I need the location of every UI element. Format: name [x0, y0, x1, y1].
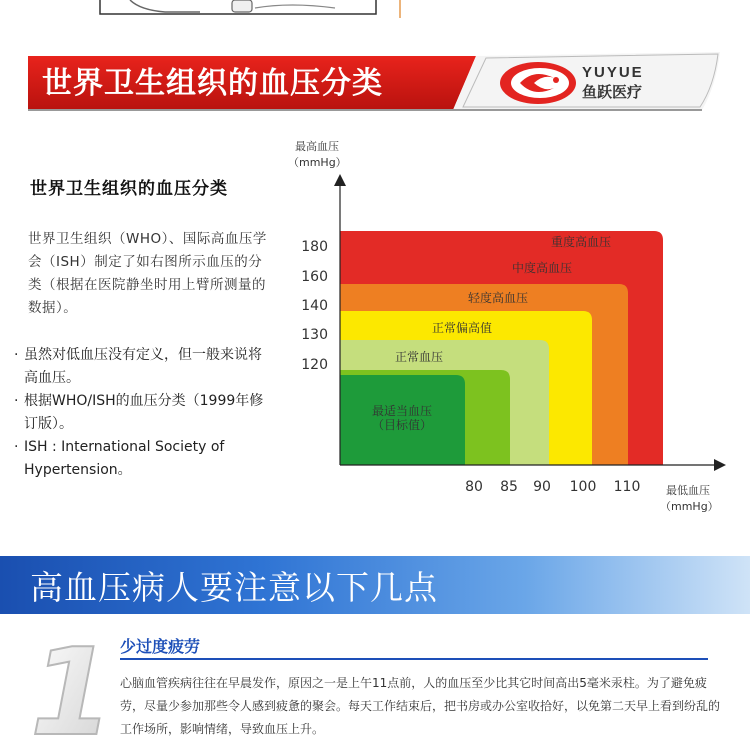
zone-label: 轻度高血压: [467, 291, 529, 305]
bullet-item: · 虽然对低血压没有定义，但一般来说将高血压。: [14, 344, 264, 390]
side-description: 世界卫生组织（WHO）、国际高血压学会（ISH）制定了如右图所示血压的分类（根据在医院静坐时用上臂所测量的数据）。: [28, 231, 267, 316]
y-tick-label: 120: [301, 357, 328, 373]
fish-logo-icon: [498, 60, 578, 106]
note-number: [26, 624, 116, 744]
bullet-item: · ISH : International Society of Hypertension。: [14, 436, 264, 482]
x-tick-label: 100: [569, 479, 597, 495]
banner: [28, 52, 720, 114]
zone-label: 中度高血压: [511, 261, 573, 275]
logo-english-name: YUYUE: [582, 64, 644, 81]
zone-label: 正常偏高值: [431, 321, 493, 335]
note-divider: [120, 658, 708, 660]
section-title: 高血压病人要注意以下几点: [30, 568, 438, 607]
zone-label: 最适当血压: [371, 404, 433, 418]
zone-sublabel: （目标值）: [371, 418, 433, 432]
side-title: 世界卫生组织的血压分类: [30, 179, 228, 199]
note-title: 少过度疲劳: [120, 637, 201, 656]
zone-label: 重度高血压: [550, 235, 612, 249]
bullet-list: [14, 344, 264, 482]
y-axis-label: 最高血压: [295, 140, 339, 153]
x-axis-unit: （mmHg）: [660, 500, 719, 513]
note-body: 心脑血管疾病往往在早晨发作，原因之一是上午11点前，人的血压至少比其它时间高出5毫米汞柱。为了避免疲劳，尽量少参加那些令人感到疲惫的聚会。每天工作结束后，把书房或办公室收拾好，以免第二天早上看到纷乱的工作场所，影响情绪，导致血压上升。: [120, 676, 721, 736]
y-tick-label: 140: [301, 298, 328, 314]
previous-illustration-remnant: [0, 0, 750, 30]
y-tick-label: 160: [301, 269, 328, 285]
zone-label: 正常血压: [394, 350, 444, 364]
section-header: [0, 556, 750, 614]
bullet-item: · 根据WHO/ISH的血压分类（1999年修订版）。: [14, 390, 264, 436]
note-number-text: 1: [30, 624, 114, 744]
y-tick-label: 180: [301, 239, 328, 255]
x-tick-label: 85: [500, 479, 518, 495]
x-tick-label: 80: [465, 479, 483, 495]
x-axis-label: 最低血压: [666, 484, 710, 497]
x-tick-label: 110: [613, 479, 641, 495]
blood-pressure-chart: [280, 130, 740, 520]
y-tick-label: 130: [301, 327, 328, 343]
brand-logo: [498, 60, 708, 106]
logo-chinese-name: 鱼跃医疗: [582, 83, 643, 101]
banner-title: 世界卫生组织的血压分类: [42, 66, 383, 101]
x-tick-label: 90: [533, 479, 551, 495]
y-axis-unit: （mmHg）: [288, 156, 347, 169]
